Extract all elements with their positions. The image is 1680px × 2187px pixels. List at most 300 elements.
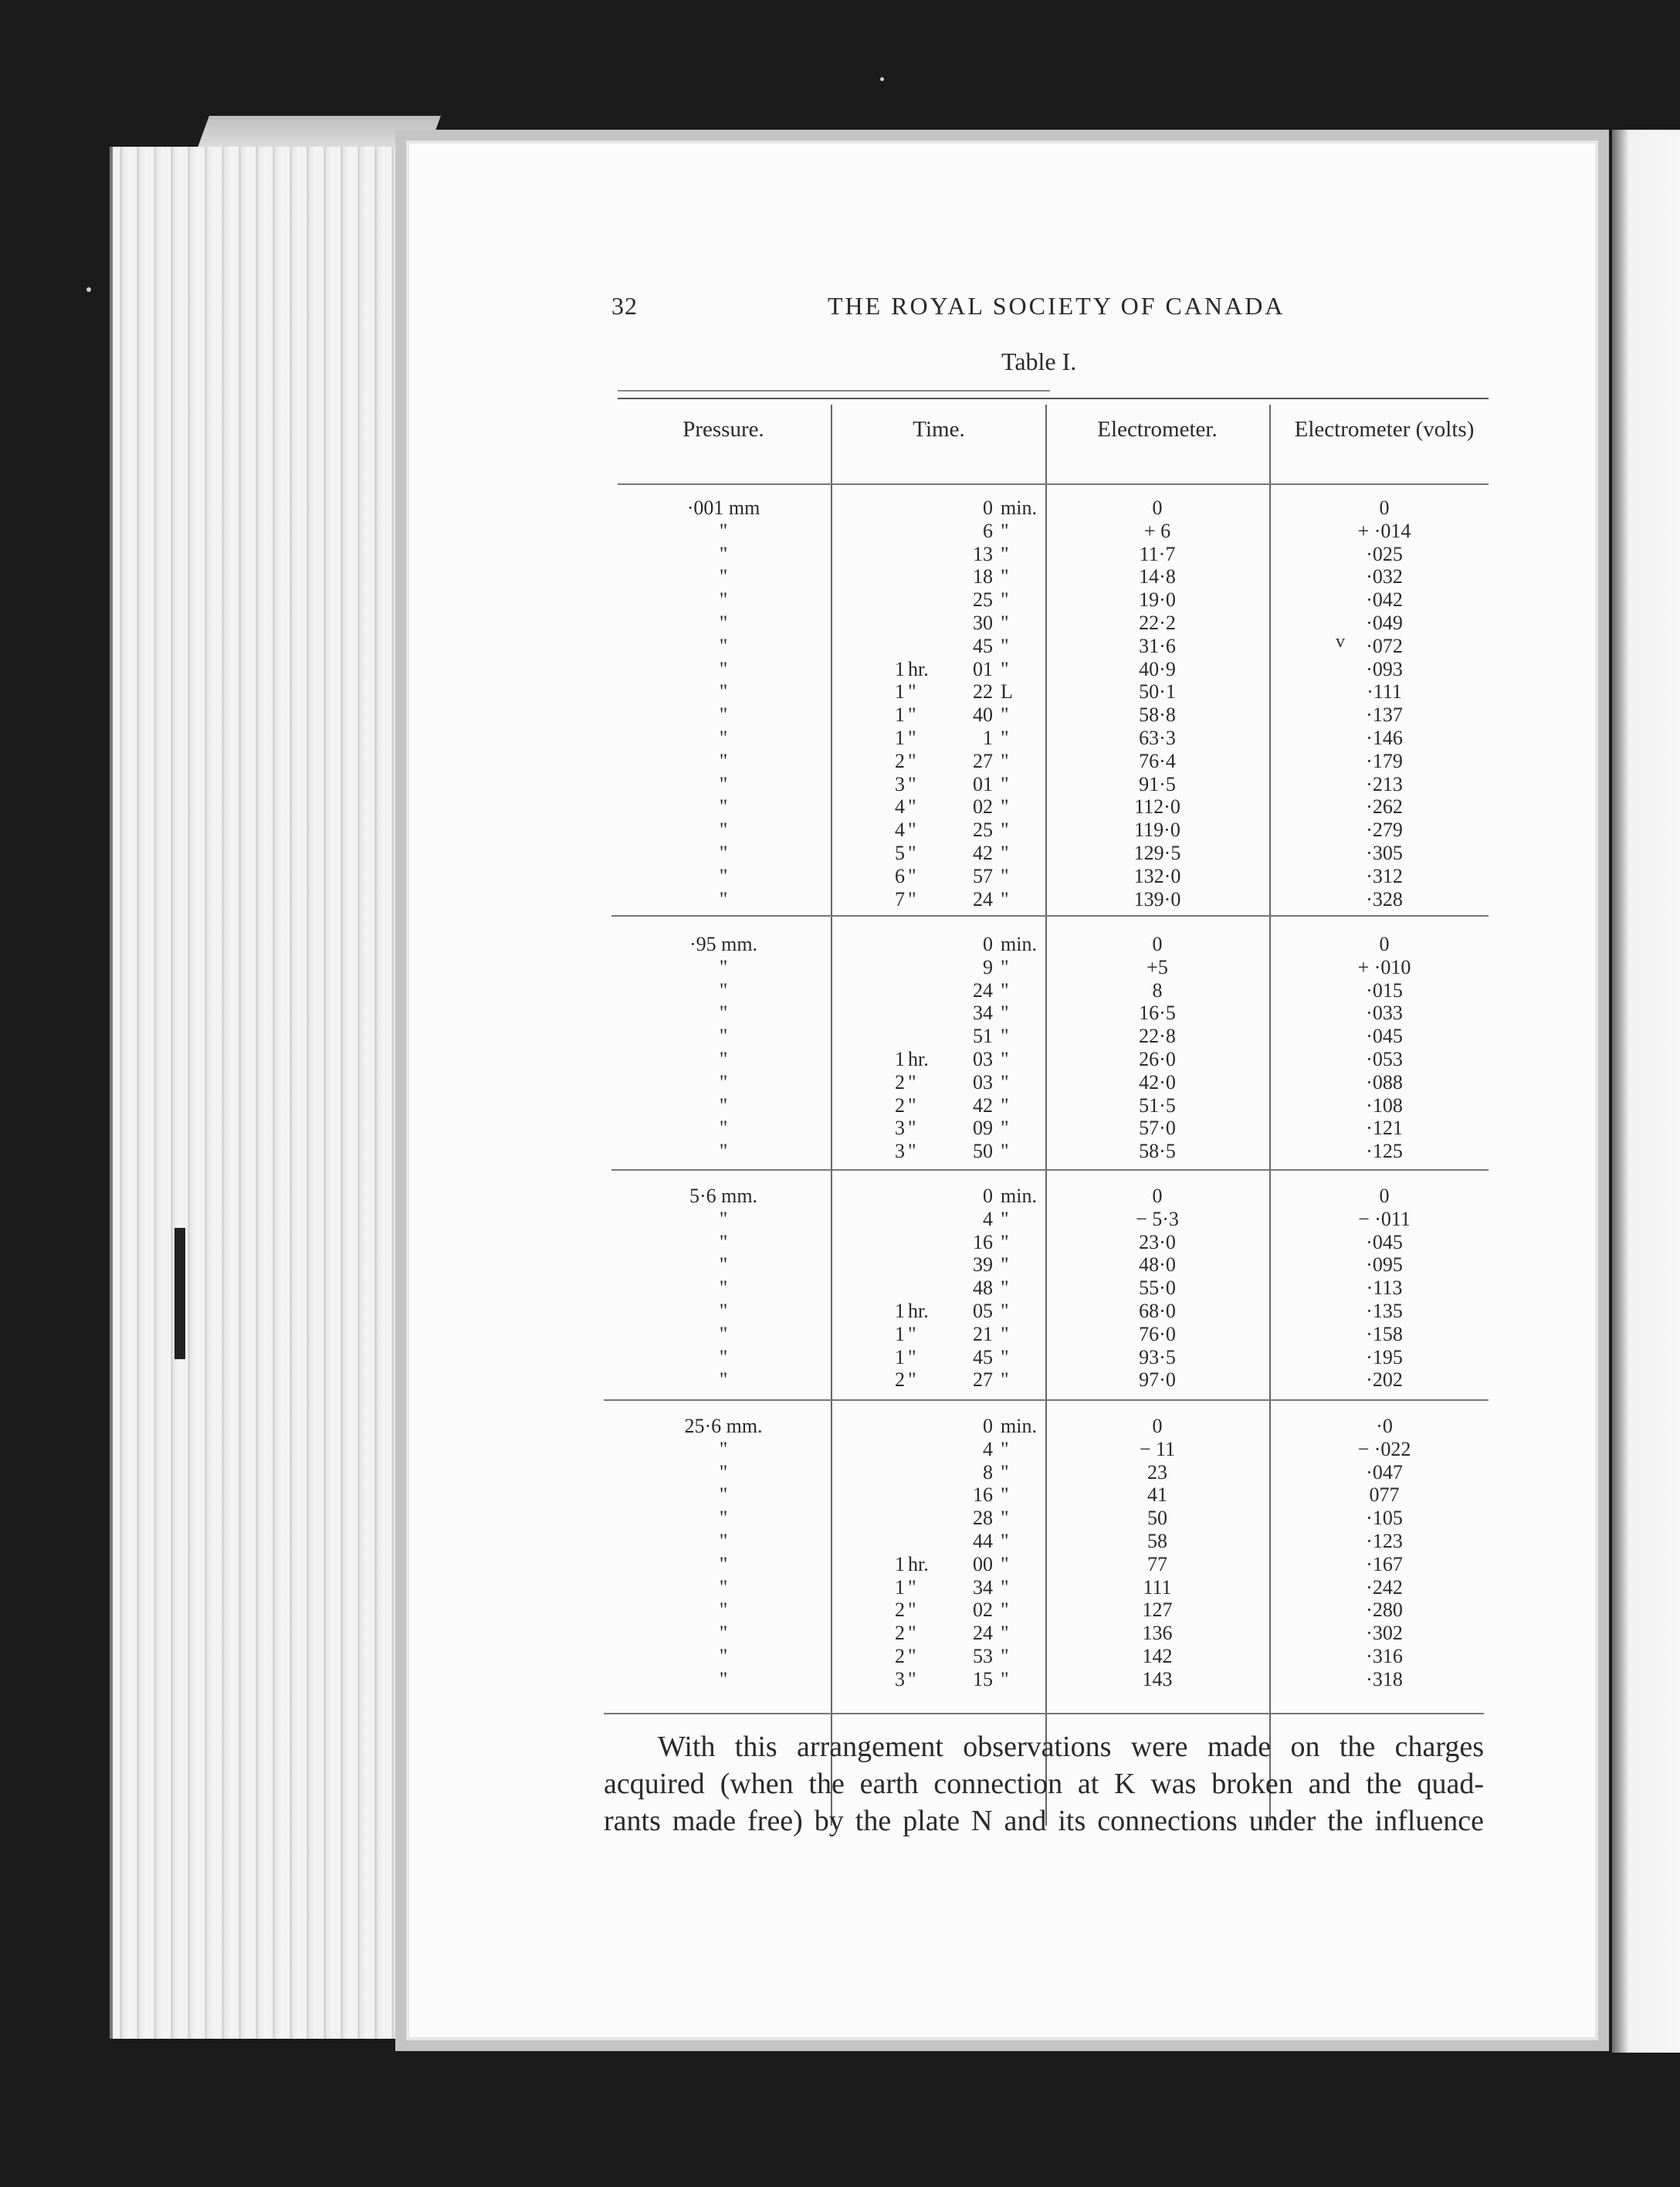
time-hours-unit-cell: " (908, 704, 916, 727)
time-hours-unit-cell: " (908, 680, 916, 704)
electrometer-volts-cell: ·045 (1366, 1230, 1403, 1253)
time-hours-unit-cell: " (908, 1094, 916, 1117)
time-minutes-cell: 8 (983, 1460, 993, 1483)
time-minutes-unit-cell: " (1001, 1530, 1009, 1552)
electrometer-volts-cell: 0 (1379, 1185, 1390, 1207)
electrometer-cell: 14·8 (1139, 565, 1176, 588)
time-minutes-cell: 39 (973, 1253, 993, 1277)
pressure-cell: " (719, 612, 728, 634)
electrometer-cell: 0 (1152, 933, 1163, 955)
pressure-cell: " (719, 565, 728, 588)
electrometer-cell: 11·7 (1139, 542, 1176, 565)
time-hours-unit-cell: hr. (908, 1300, 929, 1322)
time-minutes-unit-cell: " (1001, 1645, 1009, 1667)
time-minutes-unit-cell: " (1001, 1622, 1009, 1645)
time-minutes-cell: 0 (983, 1185, 993, 1207)
time-minutes-cell: 15 (973, 1667, 993, 1690)
time-minutes-cell: 45 (973, 1345, 993, 1368)
electrometer-volts-cell: ·202 (1366, 1368, 1403, 1392)
time-minutes-cell: 18 (973, 565, 993, 588)
pressure-cell: " (719, 1575, 728, 1599)
time-minutes-unit-cell: " (1001, 1048, 1009, 1070)
electrometer-cell: 136 (1142, 1622, 1173, 1645)
time-minutes-cell: 03 (973, 1048, 993, 1070)
pressure-cell: " (719, 1322, 728, 1345)
time-minutes-cell: 44 (973, 1530, 993, 1552)
electrometer-volts-cell: ·213 (1366, 772, 1403, 795)
pressure-cell: " (719, 1530, 728, 1552)
time-minutes-unit-cell: " (1001, 704, 1009, 727)
electrometer-cell: − 5·3 (1136, 1207, 1179, 1230)
time-hours-unit-cell: " (908, 1667, 916, 1690)
pressure-cell: " (719, 727, 728, 749)
pressure-cell: " (719, 1552, 728, 1575)
time-minutes-cell: 22 (973, 680, 993, 704)
time-minutes-cell: 13 (973, 542, 993, 565)
pressure-cell: " (719, 1368, 728, 1392)
electrometer-volts-cell: ·121 (1366, 1117, 1403, 1140)
time-minutes-unit-cell: " (1001, 819, 1009, 842)
electrometer-cell: 112·0 (1134, 795, 1180, 819)
pressure-cell: " (719, 588, 728, 612)
time-minutes-unit-cell: " (1001, 588, 1009, 612)
electrometer-cell: 48·0 (1139, 1253, 1176, 1277)
electrometer-volts-cell: ·045 (1366, 1025, 1403, 1048)
time-hours-cell: 6 (895, 864, 905, 887)
electrometer-cell: 58 (1147, 1530, 1167, 1552)
time-minutes-cell: 45 (973, 634, 993, 657)
time-minutes-cell: 02 (973, 795, 993, 819)
pressure-cell: " (719, 1599, 728, 1622)
electrometer-cell: 51·5 (1139, 1094, 1176, 1117)
time-minutes-unit-cell: " (1001, 1207, 1009, 1230)
electrometer-volts-cell: ·137 (1366, 704, 1403, 727)
time-hours-cell: 2 (895, 1368, 905, 1392)
electrometer-cell: 129·5 (1133, 842, 1181, 864)
pressure-cell: " (719, 1345, 728, 1368)
time-minutes-unit-cell: " (1001, 795, 1009, 819)
time-hours-unit-cell: " (908, 749, 916, 772)
time-minutes-cell: 27 (973, 749, 993, 772)
time-hours-unit-cell: " (908, 1622, 916, 1645)
time-hours-unit-cell: " (908, 1645, 916, 1667)
time-minutes-cell: 34 (973, 1575, 993, 1599)
time-minutes-cell: 50 (973, 1140, 993, 1163)
time-hours-cell: 3 (895, 1667, 905, 1690)
electrometer-volts-cell: ·279 (1366, 819, 1403, 842)
electrometer-volts-cell: − ·022 (1357, 1437, 1411, 1460)
electrometer-cell: 22·2 (1139, 612, 1176, 634)
pressure-cell: " (719, 887, 728, 910)
electrometer-cell: 22·8 (1139, 1025, 1176, 1048)
paragraph-line: rants made free) by the plate N and its connections under the influence (604, 1805, 1484, 1837)
time-hours-cell: 4 (895, 795, 905, 819)
time-hours-unit-cell: " (908, 1322, 916, 1345)
time-minutes-unit-cell: " (1001, 772, 1009, 795)
electrometer-volts-cell: + ·010 (1357, 955, 1411, 978)
time-hours-cell: 1 (895, 704, 905, 727)
time-hours-unit-cell: " (908, 819, 916, 842)
pressure-cell: " (719, 1002, 728, 1025)
electrometer-volts-cell: ·047 (1366, 1460, 1403, 1483)
time-minutes-unit-cell: min. (1001, 1185, 1037, 1207)
margin-tick-mark: v (1336, 632, 1345, 652)
time-minutes-unit-cell: " (1001, 657, 1009, 680)
time-minutes-cell: 01 (973, 657, 993, 680)
electrometer-cell: 50·1 (1139, 680, 1176, 704)
time-hours-cell: 1 (895, 680, 905, 704)
electrometer-volts-cell: ·302 (1366, 1622, 1403, 1645)
time-hours-cell: 3 (895, 772, 905, 795)
time-minutes-unit-cell: " (1001, 864, 1009, 887)
pressure-cell: " (719, 1667, 728, 1690)
time-minutes-unit-cell: " (1001, 1025, 1009, 1048)
electrometer-volts-cell: − ·011 (1358, 1207, 1411, 1230)
pressure-cell: " (719, 704, 728, 727)
dust-speck (880, 77, 884, 81)
electrometer-cell: 23 (1147, 1460, 1167, 1483)
time-minutes-unit-cell: " (1001, 887, 1009, 910)
electrometer-volts-cell: ·146 (1366, 727, 1403, 749)
electrometer-volts-cell: ·111 (1367, 680, 1402, 704)
electrometer-volts-cell: ·262 (1366, 795, 1403, 819)
pressure-cell: " (719, 1207, 728, 1230)
electrometer-volts-cell: ·032 (1366, 565, 1403, 588)
pressure-cell: " (719, 657, 728, 680)
pressure-cell: " (719, 1048, 728, 1070)
time-minutes-unit-cell: " (1001, 1230, 1009, 1253)
time-minutes-cell: 42 (973, 1094, 993, 1117)
electrometer-volts-cell: ·318 (1366, 1667, 1403, 1690)
electrometer-volts-cell: ·105 (1366, 1507, 1403, 1530)
time-minutes-cell: 51 (973, 1025, 993, 1048)
time-minutes-cell: 9 (983, 955, 993, 978)
time-minutes-cell: 05 (973, 1300, 993, 1322)
time-hours-unit-cell: " (908, 864, 916, 887)
pressure-cell: ·95 mm. (689, 933, 758, 955)
electrometer-volts-cell: ·0 (1376, 1415, 1393, 1437)
electrometer-cell: 0 (1152, 497, 1163, 519)
time-hours-cell: 3 (895, 1140, 905, 1163)
pressure-cell: " (719, 1277, 728, 1300)
electrometer-volts-cell: + ·014 (1357, 519, 1411, 542)
electrometer-volts-cell: ·312 (1366, 864, 1403, 887)
time-minutes-cell: 57 (973, 864, 993, 887)
electrometer-cell: 111 (1143, 1575, 1172, 1599)
electrometer-cell: 97·0 (1139, 1368, 1176, 1392)
electrometer-volts-cell: ·049 (1366, 612, 1403, 634)
electrometer-volts-cell: ·108 (1366, 1094, 1403, 1117)
time-hours-cell: 2 (895, 749, 905, 772)
time-hours-cell: 1 (895, 727, 905, 749)
electrometer-volts-cell: ·242 (1366, 1575, 1403, 1599)
time-minutes-unit-cell: " (1001, 1345, 1009, 1368)
time-minutes-unit-cell: " (1001, 1507, 1009, 1530)
block-rule (611, 1169, 1489, 1171)
electrometer-volts-cell: ·125 (1366, 1140, 1403, 1163)
electrometer-cell: 119·0 (1134, 819, 1180, 842)
time-hours-cell: 1 (895, 657, 905, 680)
time-minutes-cell: 0 (983, 933, 993, 955)
body-paragraph (604, 1728, 1484, 1839)
electrometer-cell: 58·5 (1139, 1140, 1176, 1163)
column-header-time: Time. (913, 417, 965, 442)
time-minutes-cell: 0 (983, 1415, 993, 1437)
next-page-edge (1612, 130, 1680, 2053)
paragraph-line: acquired (when the earth connection at K was broken and the quad- (604, 1768, 1484, 1800)
electrometer-volts-cell: 0 (1379, 933, 1390, 955)
pressure-cell: 25·6 mm. (684, 1415, 763, 1437)
pressure-cell: " (719, 1437, 728, 1460)
time-hours-unit-cell: " (908, 842, 916, 864)
time-minutes-cell: 27 (973, 1368, 993, 1392)
time-hours-cell: 5 (895, 842, 905, 864)
electrometer-cell: 93·5 (1139, 1345, 1176, 1368)
paragraph-line: With this arrangement observations were made on the charges (658, 1731, 1484, 1763)
time-hours-cell: 4 (895, 819, 905, 842)
time-minutes-cell: 0 (983, 497, 993, 519)
time-minutes-cell: 34 (973, 1002, 993, 1025)
column-header-electrometer: Electrometer. (1097, 417, 1218, 442)
time-minutes-unit-cell: " (1001, 1300, 1009, 1322)
time-minutes-cell: 03 (973, 1070, 993, 1094)
page-content (395, 130, 1609, 2051)
electrometer-volts-cell: ·195 (1366, 1345, 1403, 1368)
pressure-cell: " (719, 1507, 728, 1530)
electrometer-cell: 127 (1142, 1599, 1173, 1622)
time-hours-cell: 2 (895, 1599, 905, 1622)
time-hours-cell: 1 (895, 1345, 905, 1368)
electrometer-volts-cell: ·042 (1366, 588, 1403, 612)
time-minutes-unit-cell: min. (1001, 933, 1037, 955)
pressure-cell: " (719, 955, 728, 978)
electrometer-cell: + 6 (1143, 519, 1171, 542)
time-minutes-unit-cell: min. (1001, 1415, 1037, 1437)
time-minutes-unit-cell: " (1001, 634, 1009, 657)
time-hours-cell: 1 (895, 1048, 905, 1070)
time-minutes-cell: 25 (973, 819, 993, 842)
electrometer-cell: 143 (1142, 1667, 1173, 1690)
time-minutes-cell: 53 (973, 1645, 993, 1667)
time-minutes-unit-cell: " (1001, 565, 1009, 588)
electrometer-cell: 31·6 (1139, 634, 1176, 657)
pressure-cell: " (719, 1300, 728, 1322)
time-minutes-cell: 28 (973, 1507, 993, 1530)
time-minutes-cell: 1 (983, 727, 993, 749)
time-minutes-unit-cell: " (1001, 1094, 1009, 1117)
time-minutes-unit-cell: min. (1001, 497, 1037, 519)
time-hours-unit-cell: " (908, 1368, 916, 1392)
pressure-cell: " (719, 542, 728, 565)
time-hours-unit-cell: " (908, 795, 916, 819)
electrometer-cell: 0 (1152, 1185, 1163, 1207)
column-rule (831, 405, 832, 1826)
electrometer-cell: 132·0 (1133, 864, 1181, 887)
pressure-cell: " (719, 1253, 728, 1277)
table-top-rule (618, 398, 1489, 399)
electrometer-volts-cell: ·135 (1366, 1300, 1403, 1322)
book-page-edges (110, 147, 406, 2039)
running-head: THE ROYAL SOCIETY OF CANADA (828, 292, 1285, 320)
electrometer-volts-cell: ·095 (1366, 1253, 1403, 1277)
time-minutes-cell: 48 (973, 1277, 993, 1300)
electrometer-cell: − 11 (1139, 1437, 1176, 1460)
time-minutes-cell: 00 (973, 1552, 993, 1575)
time-hours-unit-cell: " (908, 1140, 916, 1163)
pressure-cell: " (719, 842, 728, 864)
electrometer-cell: 42·0 (1139, 1070, 1176, 1094)
electrometer-cell: 77 (1147, 1552, 1167, 1575)
time-minutes-cell: 24 (973, 887, 993, 910)
electrometer-volts-cell: ·088 (1366, 1070, 1403, 1094)
time-minutes-cell: 24 (973, 1622, 993, 1645)
time-minutes-unit-cell: " (1001, 1437, 1009, 1460)
electrometer-cell: 41 (1147, 1483, 1167, 1507)
time-hours-unit-cell: hr. (908, 657, 929, 680)
pressure-cell: " (719, 680, 728, 704)
pressure-cell: " (719, 749, 728, 772)
time-hours-unit-cell: " (908, 1117, 916, 1140)
column-header-pressure: Pressure. (682, 417, 764, 442)
time-minutes-unit-cell: " (1001, 1253, 1009, 1277)
time-hours-cell: 3 (895, 1117, 905, 1140)
time-minutes-unit-cell: L (1001, 680, 1013, 704)
pressure-cell: ·001 mm (686, 497, 760, 519)
electrometer-cell: 139·0 (1133, 887, 1181, 910)
pressure-cell: " (719, 1622, 728, 1645)
time-minutes-cell: 6 (983, 519, 993, 542)
time-hours-unit-cell: " (908, 772, 916, 795)
pressure-cell: " (719, 1025, 728, 1048)
electrometer-cell: 8 (1152, 978, 1163, 1002)
electrometer-volts-cell: 077 (1369, 1483, 1400, 1507)
time-minutes-unit-cell: " (1001, 519, 1009, 542)
table-bottom-rule (604, 1713, 1484, 1714)
electrometer-cell: 0 (1152, 1415, 1163, 1437)
time-minutes-unit-cell: " (1001, 1483, 1009, 1507)
electrometer-cell: 40·9 (1139, 657, 1176, 680)
pressure-cell: " (719, 1645, 728, 1667)
electrometer-cell: 76·0 (1139, 1322, 1176, 1345)
time-hours-unit-cell: hr. (908, 1048, 929, 1070)
column-rule (1269, 405, 1271, 1826)
time-minutes-unit-cell: " (1001, 1552, 1009, 1575)
time-minutes-unit-cell: " (1001, 1140, 1009, 1163)
time-minutes-cell: 40 (973, 704, 993, 727)
time-hours-unit-cell: " (908, 887, 916, 910)
time-hours-unit-cell: " (908, 1070, 916, 1094)
electrometer-cell: 19·0 (1139, 588, 1176, 612)
pressure-cell: " (719, 1094, 728, 1117)
time-minutes-unit-cell: " (1001, 1667, 1009, 1690)
time-minutes-unit-cell: " (1001, 978, 1009, 1002)
time-minutes-unit-cell: " (1001, 955, 1009, 978)
electrometer-cell: 16·5 (1139, 1002, 1176, 1025)
page-number: 32 (611, 292, 638, 320)
time-minutes-cell: 42 (973, 842, 993, 864)
electrometer-cell: 57·0 (1139, 1117, 1176, 1140)
dust-speck (86, 287, 91, 292)
time-minutes-unit-cell: " (1001, 1599, 1009, 1622)
time-minutes-cell: 16 (973, 1483, 993, 1507)
table-title: Table I. (1001, 348, 1077, 375)
electrometer-cell: 142 (1142, 1645, 1173, 1667)
time-minutes-unit-cell: " (1001, 1117, 1009, 1140)
time-minutes-unit-cell: " (1001, 1277, 1009, 1300)
pressure-cell: 5·6 mm. (689, 1185, 758, 1207)
time-minutes-cell: 01 (973, 772, 993, 795)
electrometer-volts-cell: ·280 (1366, 1599, 1403, 1622)
electrometer-cell: 76·4 (1139, 749, 1176, 772)
time-hours-cell: 1 (895, 1552, 905, 1575)
block-rule (611, 915, 1489, 917)
electrometer-volts-cell: ·015 (1366, 978, 1403, 1002)
time-minutes-cell: 02 (973, 1599, 993, 1622)
pressure-cell: " (719, 819, 728, 842)
time-minutes-unit-cell: " (1001, 1368, 1009, 1392)
time-hours-cell: 2 (895, 1645, 905, 1667)
pressure-cell: " (719, 772, 728, 795)
time-minutes-unit-cell: " (1001, 542, 1009, 565)
time-minutes-unit-cell: " (1001, 612, 1009, 634)
electrometer-cell: +5 (1147, 955, 1168, 978)
time-hours-unit-cell: " (908, 727, 916, 749)
electrometer-cell: 68·0 (1139, 1300, 1176, 1322)
pressure-cell: " (719, 1483, 728, 1507)
electrometer-volts-cell: ·328 (1366, 887, 1403, 910)
block-rule (604, 1399, 1489, 1401)
time-minutes-unit-cell: " (1001, 1002, 1009, 1025)
time-hours-unit-cell: hr. (908, 1552, 929, 1575)
time-minutes-cell: 16 (973, 1230, 993, 1253)
time-minutes-cell: 4 (983, 1207, 993, 1230)
time-hours-unit-cell: " (908, 1575, 916, 1599)
electrometer-volts-cell: ·025 (1366, 542, 1403, 565)
time-hours-cell: 1 (895, 1300, 905, 1322)
electrometer-volts-cell: ·072 (1366, 634, 1403, 657)
pressure-cell: " (719, 634, 728, 657)
electrometer-cell: 91·5 (1139, 772, 1176, 795)
electrometer-volts-cell: ·093 (1366, 657, 1403, 680)
time-minutes-unit-cell: " (1001, 1070, 1009, 1094)
time-minutes-unit-cell: " (1001, 749, 1009, 772)
time-minutes-cell: 24 (973, 978, 993, 1002)
time-hours-cell: 1 (895, 1575, 905, 1599)
electrometer-volts-cell: ·316 (1366, 1645, 1403, 1667)
binding-mark (174, 1228, 185, 1359)
time-hours-unit-cell: " (908, 1599, 916, 1622)
time-minutes-cell: 21 (973, 1322, 993, 1345)
column-header-electrometer-volts: Electrometer (volts) (1294, 417, 1475, 442)
pressure-cell: " (719, 1230, 728, 1253)
electrometer-volts-cell: ·167 (1366, 1552, 1403, 1575)
time-minutes-cell: 09 (973, 1117, 993, 1140)
pressure-cell: " (719, 1140, 728, 1163)
electrometer-cell: 63·3 (1139, 727, 1176, 749)
time-hours-unit-cell: " (908, 1345, 916, 1368)
pressure-cell: " (719, 795, 728, 819)
electrometer-volts-cell: ·123 (1366, 1530, 1403, 1552)
electrometer-cell: 55·0 (1139, 1277, 1176, 1300)
electrometer-cell: 23·0 (1139, 1230, 1176, 1253)
pressure-cell: " (719, 1070, 728, 1094)
book-page (395, 130, 1609, 2051)
electrometer-cell: 50 (1147, 1507, 1167, 1530)
pressure-cell: " (719, 1460, 728, 1483)
electrometer-volts-cell: ·179 (1366, 749, 1403, 772)
time-minutes-cell: 30 (973, 612, 993, 634)
pressure-cell: " (719, 978, 728, 1002)
